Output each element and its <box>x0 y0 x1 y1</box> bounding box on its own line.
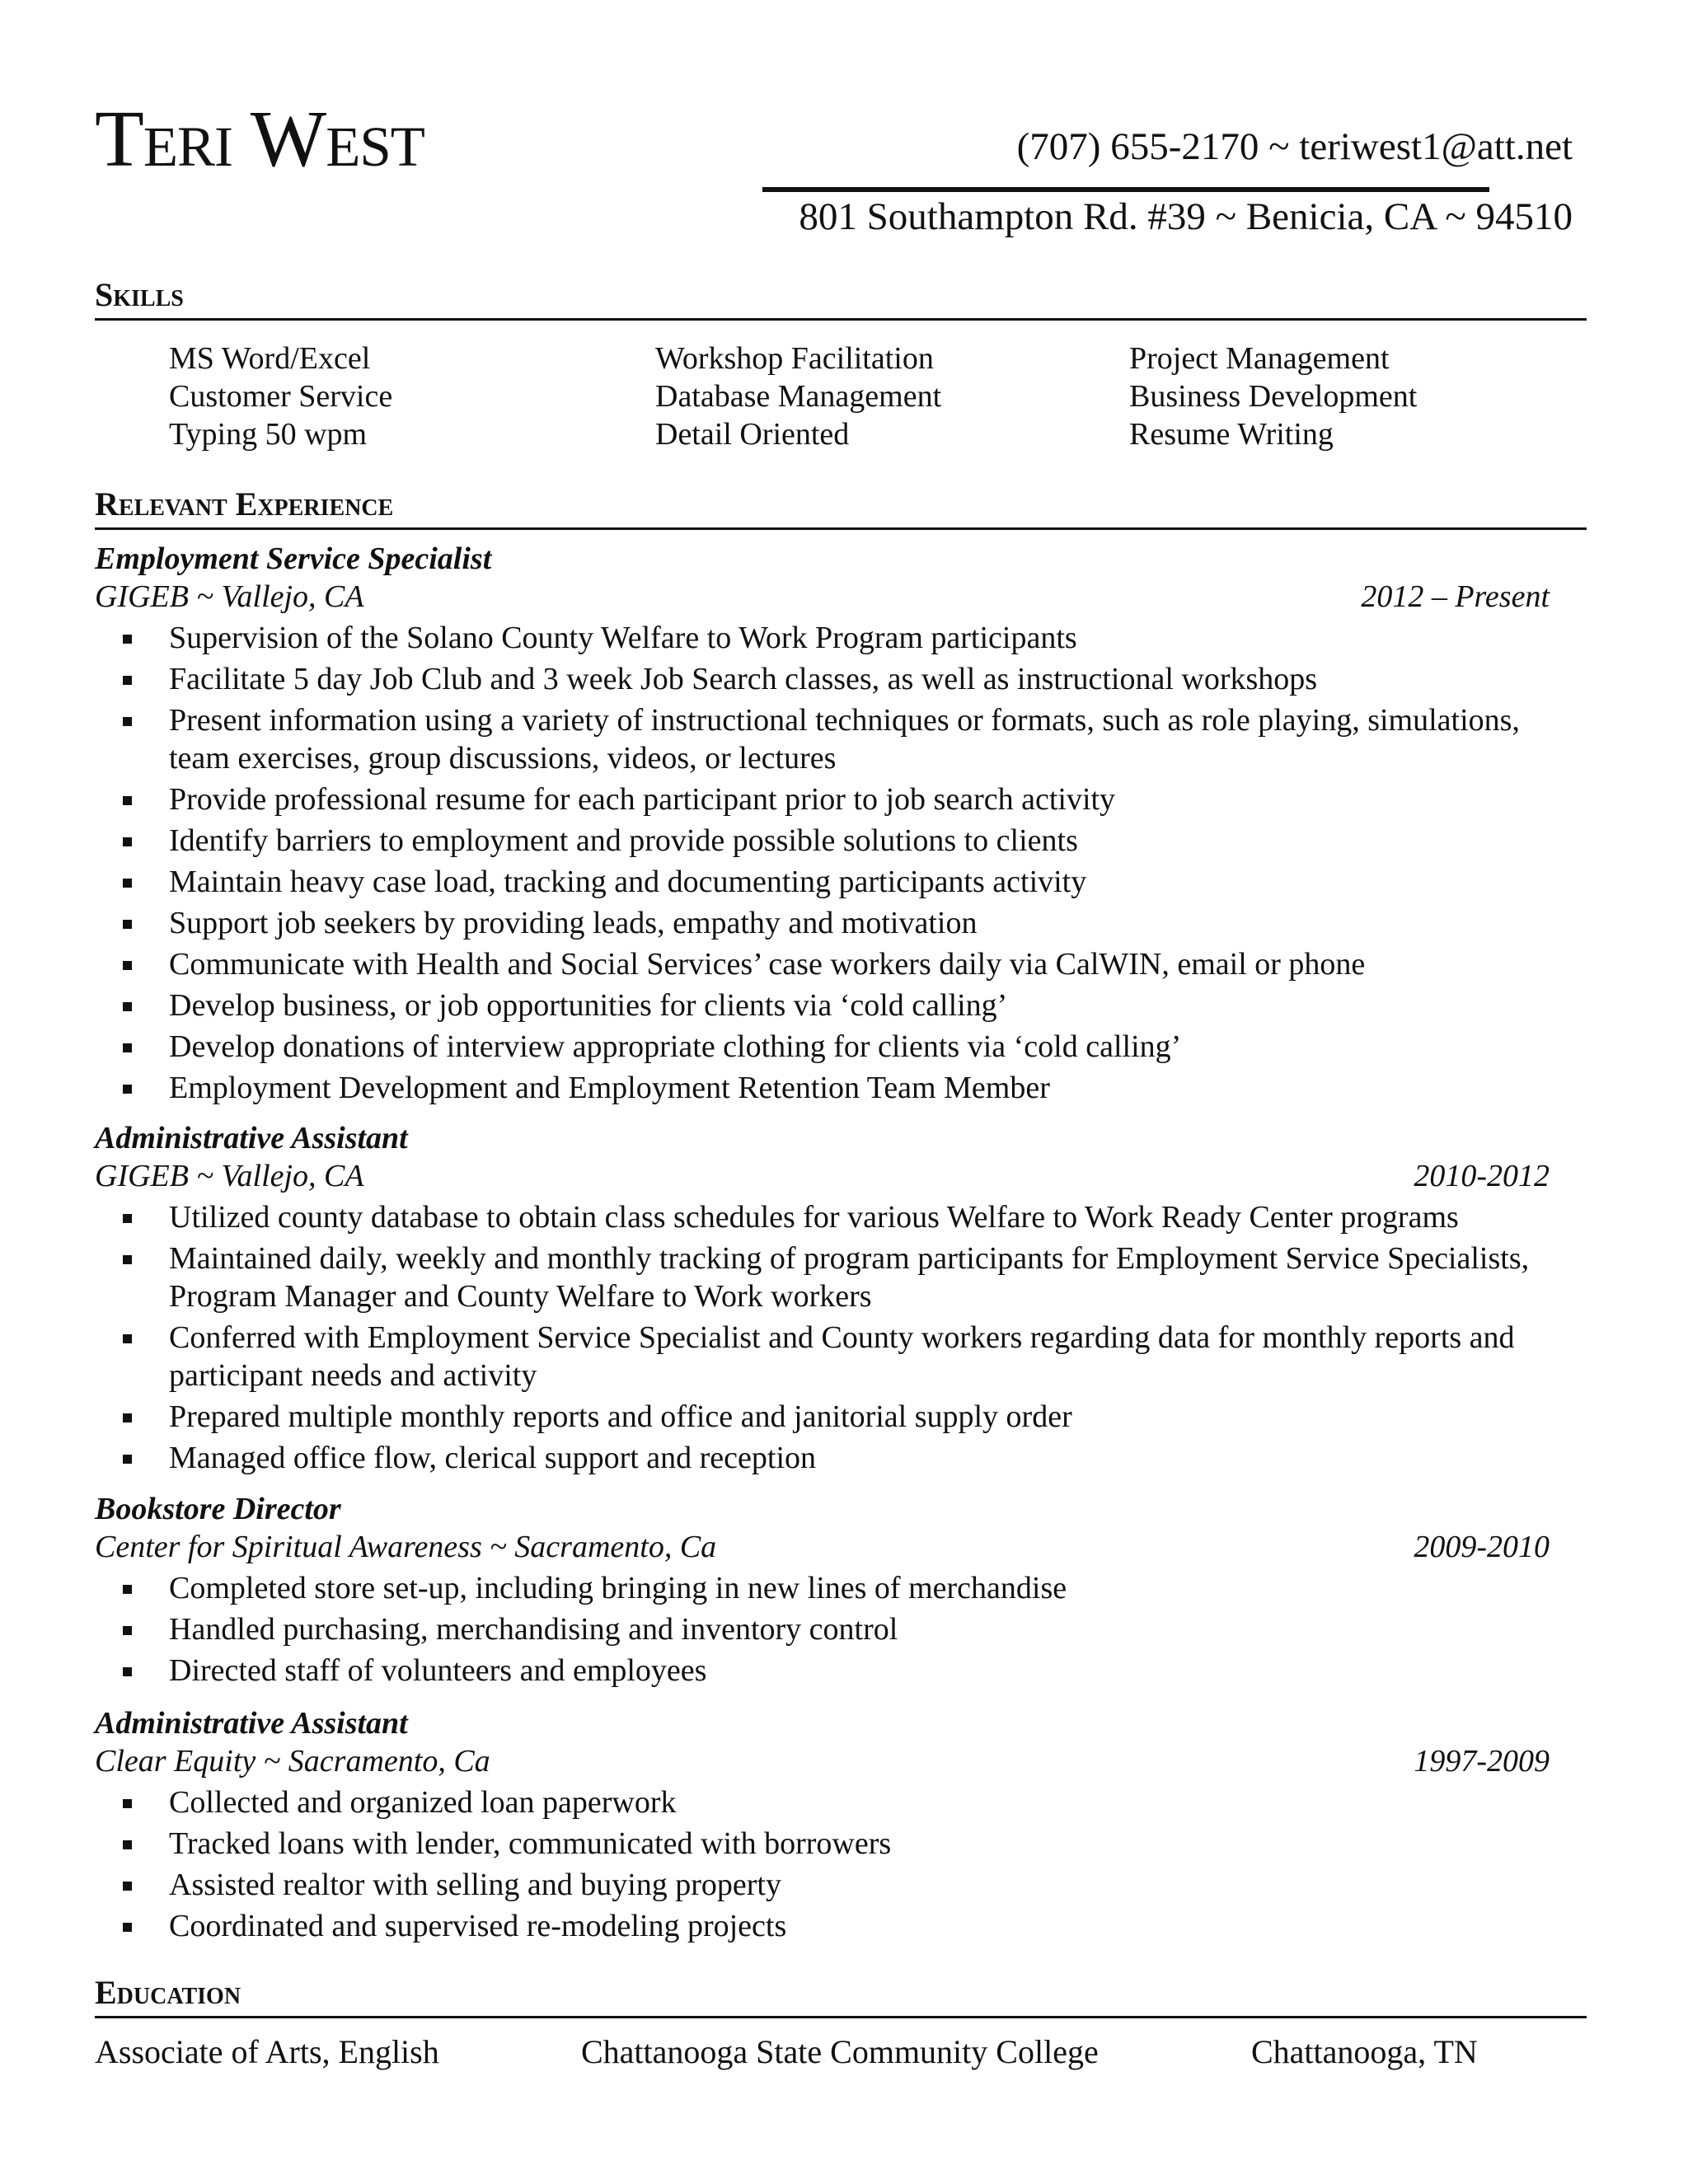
job-organization: GIGEB ~ Vallejo, CA <box>95 579 364 614</box>
skills-grid <box>169 340 1570 453</box>
skills-row <box>169 340 1570 377</box>
section-heading-experience: Relevant Experience <box>95 488 1587 530</box>
job-dates: 2012 – Present <box>1361 579 1550 614</box>
job-title: Bookstore Director <box>95 1492 341 1526</box>
skills-row <box>169 377 1570 415</box>
job-dates: 1997-2009 <box>1414 1744 1550 1779</box>
job-entry <box>95 1490 1550 1693</box>
job-title: Administrative Assistant <box>95 1706 408 1741</box>
skills-row <box>169 415 1570 453</box>
list-item: Facilitate 5 day Job Club and 3 week Job Search classes, as well as instructional workshops <box>95 660 1587 698</box>
job-meta <box>95 1742 1550 1780</box>
candidate-name: Teri West <box>95 95 424 184</box>
skill-item: Detail Oriented <box>655 417 850 452</box>
skill-item: Typing 50 wpm <box>169 417 368 452</box>
list-item: Present information using a variety of instructional techniques or formats, such as role playing, simulations, team exercises, group discussions, videos, or lectures <box>95 701 1587 777</box>
list-item: Provide professional resume for each participant prior to job search activity <box>95 780 1587 818</box>
list-item: Utilized county database to obtain class schedules for various Welfare to Work Ready Center programs <box>95 1198 1587 1236</box>
address-line: 801 Southampton Rd. #39 ~ Benicia, CA ~ 94510 <box>799 195 1573 238</box>
job-entry <box>95 1119 1550 1480</box>
list-item: Maintained daily, weekly and monthly tracking of program participants for Employment Service Specialists, Program Manager and County Welfare to Work workers <box>95 1240 1587 1315</box>
section-heading-skills: Skills <box>95 279 1587 321</box>
skill-item: MS Word/Excel <box>169 341 371 376</box>
job-meta <box>95 1528 1550 1566</box>
job-meta <box>95 1157 1550 1195</box>
list-item: Maintain heavy case load, tracking and documenting participants activity <box>95 863 1587 901</box>
skill-item: Resume Writing <box>1129 417 1334 452</box>
job-title: Employment Service Specialist <box>95 541 492 576</box>
list-item: Assisted realtor with selling and buying property <box>95 1866 1587 1904</box>
skill-item: Database Management <box>655 379 942 414</box>
job-title: Administrative Assistant <box>95 1121 408 1155</box>
education-degree: Associate of Arts, English <box>95 2033 439 2070</box>
skill-item: Business Development <box>1129 379 1418 414</box>
list-item: Handled purchasing, merchandising and inventory control <box>95 1610 1587 1648</box>
skill-item: Workshop Facilitation <box>655 341 934 376</box>
section-heading-education: Education <box>95 1976 1587 2018</box>
list-item: Tracked loans with lender, communicated with borrowers <box>95 1825 1587 1863</box>
job-organization: Clear Equity ~ Sacramento, Ca <box>95 1744 490 1779</box>
phone-email-line: (707) 655-2170 ~ teriwest1@att.net <box>1016 125 1573 168</box>
skill-item: Project Management <box>1129 341 1390 376</box>
list-item: Directed staff of volunteers and employees <box>95 1652 1587 1690</box>
job-duties-list <box>95 1198 1550 1477</box>
job-duties-list <box>95 619 1550 1107</box>
job-organization: GIGEB ~ Vallejo, CA <box>95 1159 364 1193</box>
job-duties-list <box>95 1569 1550 1690</box>
list-item: Support job seekers by providing leads, empathy and motivation <box>95 904 1587 942</box>
list-item: Coordinated and supervised re-modeling projects <box>95 1907 1587 1945</box>
list-item: Prepared multiple monthly reports and office and janitorial supply order <box>95 1398 1587 1436</box>
list-item: Managed office flow, clerical support and reception <box>95 1439 1587 1477</box>
header-divider <box>762 187 1489 192</box>
list-item: Supervision of the Solano County Welfare to Work Program participants <box>95 619 1587 657</box>
job-entry <box>95 540 1550 1110</box>
list-item: Develop donations of interview appropriate clothing for clients via ‘cold calling’ <box>95 1028 1587 1066</box>
list-item: Develop business, or job opportunities for clients via ‘cold calling’ <box>95 987 1587 1024</box>
list-item: Conferred with Employment Service Specialist and County workers regarding data for monthly reports and participant needs and activity <box>95 1319 1587 1394</box>
job-dates: 2009-2010 <box>1414 1530 1550 1564</box>
job-meta <box>95 578 1550 616</box>
list-item: Completed store set-up, including bringing in new lines of merchandise <box>95 1569 1587 1607</box>
skill-item: Customer Service <box>169 379 393 414</box>
job-organization: Center for Spiritual Awareness ~ Sacramento, Ca <box>95 1530 717 1564</box>
job-entry <box>95 1704 1550 1948</box>
job-dates: 2010-2012 <box>1414 1159 1550 1193</box>
education-entry <box>95 2032 1587 2073</box>
education-location: Chattanooga, TN <box>1251 2033 1478 2070</box>
education-school: Chattanooga State Community College <box>581 2033 1099 2070</box>
list-item: Communicate with Health and Social Services’ case workers daily via CalWIN, email or phone <box>95 945 1587 983</box>
list-item: Identify barriers to employment and provide possible solutions to clients <box>95 822 1587 860</box>
list-item: Employment Development and Employment Retention Team Member <box>95 1069 1587 1107</box>
list-item: Collected and organized loan paperwork <box>95 1783 1587 1821</box>
job-duties-list <box>95 1783 1550 1945</box>
